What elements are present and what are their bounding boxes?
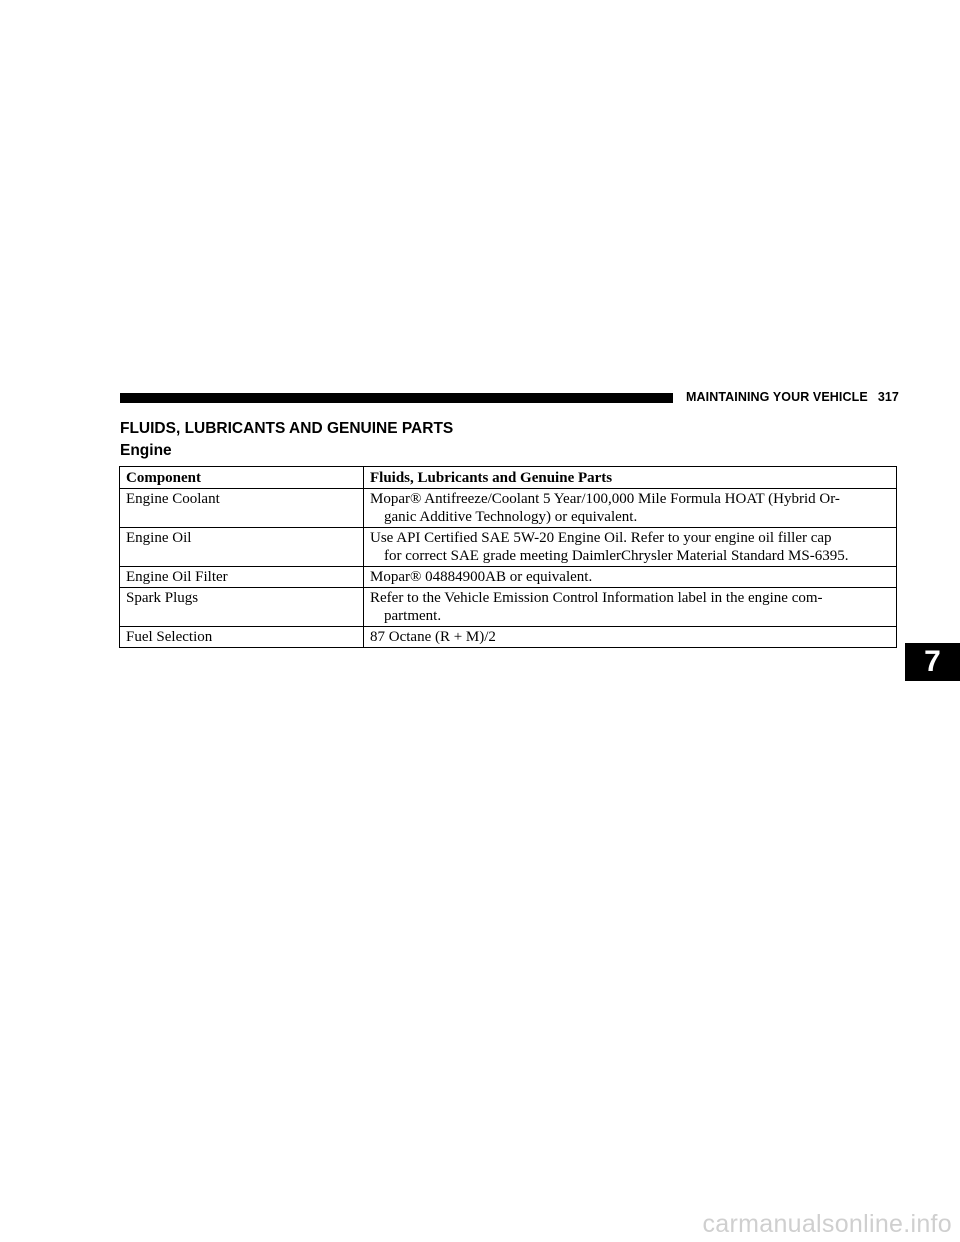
component-cell: Fuel Selection [120,627,364,648]
header-rule [120,393,673,403]
table-row [120,567,897,588]
fluid-line: Mopar® 04884900AB or equivalent. [370,569,593,585]
fluid-cell [364,567,897,588]
table-header-row [120,467,897,489]
fluid-line-continued: ganic Additive Technology) or equivalent. [384,509,638,525]
running-head [686,390,899,404]
fluid-cell [364,588,897,627]
fluid-line-continued: for correct SAE grade meeting DaimlerChrysler Material Standard MS-6395. [384,548,849,564]
fluid-cell [364,528,897,567]
engine-fluids-table [119,466,897,648]
component-cell: Spark Plugs [120,588,364,627]
component-cell: Engine Oil [120,528,364,567]
chapter-tab: 7 [905,643,960,681]
fluid-line: 87 Octane (R + M)/2 [370,629,496,645]
running-head-section: MAINTAINING YOUR VEHICLE [686,390,868,404]
fluid-line-continued: partment. [384,608,442,624]
fluid-cell [364,627,897,648]
table-row [120,489,897,528]
header-component: Component [120,467,364,489]
fluid-cell [364,489,897,528]
fluid-line: Use API Certified SAE 5W-20 Engine Oil. Refer to your engine oil filler cap [370,530,832,546]
header-fluids: Fluids, Lubricants and Genuine Parts [364,467,897,489]
table-row [120,528,897,567]
table-row [120,588,897,627]
watermark: carmanualsonline.info [702,1210,952,1238]
fluid-line: Refer to the Vehicle Emission Control Information label in the engine com- [370,590,823,606]
component-cell: Engine Coolant [120,489,364,528]
section-title: FLUIDS, LUBRICANTS AND GENUINE PARTS [120,420,454,437]
subsection-title: Engine [120,442,172,459]
table-row [120,627,897,648]
fluid-line: Mopar® Antifreeze/Coolant 5 Year/100,000 Mile Formula HOAT (Hybrid Or- [370,491,840,507]
page-number: 317 [877,390,899,404]
component-cell: Engine Oil Filter [120,567,364,588]
